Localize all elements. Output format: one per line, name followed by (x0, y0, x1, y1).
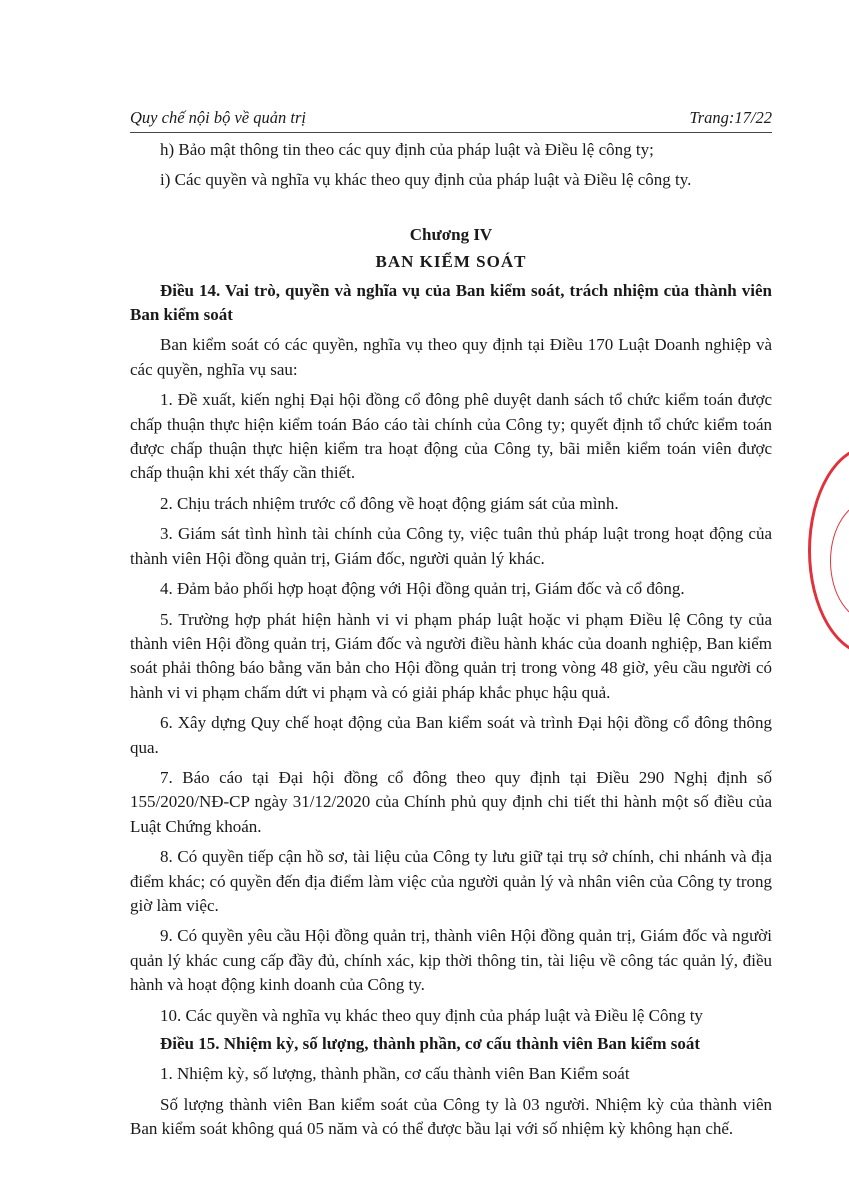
chapter-label: Chương IV (409, 224, 493, 244)
list-item: 9. Có quyền yêu cầu Hội đồng quản trị, thành viên Hội đồng quản trị, Giám đốc và người quản lý khác cung cấp đầy đủ, chính xác, kịp thời thông tin, tài liệu về công tác quản lý, điều hành và hoạt động kinh doanh của Công ty. (130, 926, 772, 995)
list-item: 1. Nhiệm kỳ, số lượng, thành phần, cơ cấu thành viên Ban Kiểm soát (160, 1064, 630, 1084)
list-item: h) Bảo mật thông tin theo các quy định của pháp luật và Điều lệ công ty; (160, 140, 654, 159)
article-14-intro: Ban kiểm soát có các quyền, nghĩa vụ theo quy định tại Điều 170 Luật Doanh nghiệp và các quyền, nghĩa vụ sau: (130, 335, 772, 379)
list-item: 5. Trường hợp phát hiện hành vi vi phạm pháp luật hoặc vi phạm Điều lệ Công ty của thành viên Hội đồng quản trị, Giám đốc và người điều hành khác của doanh nghiệp, Ban kiểm soát phải thông báo bằng văn bản cho Hội đồng quản trị trong vòng 48 giờ, yêu cầu người có hành vi vi phạm chấm dứt vi phạm và có giải pháp khắc phục hậu quả. (130, 609, 772, 702)
document-body (130, 138, 772, 1142)
chapter-title: BAN KIỂM SOÁT (375, 252, 527, 272)
page-header (130, 108, 772, 128)
list-item: 7. Báo cáo tại Đại hội đồng cổ đông theo quy định tại Điều 290 Nghị định số 155/2020/NĐ-CP ngày 31/12/2020 của Chính phủ quy định chi tiết thi hành một số điều của Luật Chứng khoán. (130, 767, 772, 836)
list-item: 6. Xây dựng Quy chế hoạt động của Ban kiểm soát và trình Đại hội đồng cổ đông thông qua. (130, 713, 772, 757)
list-item: 8. Có quyền tiếp cận hồ sơ, tài liệu của Công ty lưu giữ tại trụ sở chính, chi nhánh và địa điểm khác; có quyền đến địa điểm làm việc của người quản lý và nhân viên của Công ty trong giờ làm việc. (130, 847, 772, 915)
article-15-heading: Điều 15. Nhiệm kỳ, số lượng, thành phần, cơ cấu thành viên Ban kiểm soát (160, 1034, 701, 1053)
list-item: i) Các quyền và nghĩa vụ khác theo quy định của pháp luật và Điều lệ công ty. (160, 170, 692, 190)
list-item: 3. Giám sát tình hình tài chính của Công ty, việc tuân thủ pháp luật trong hoạt động của thành viên Hội đồng quản trị, Giám đốc, người quản lý khác. (130, 524, 772, 568)
document-title: Quy chế nội bộ về quản trị (130, 108, 306, 127)
list-item: 2. Chịu trách nhiệm trước cổ đông về hoạt động giám sát của mình. (160, 493, 619, 513)
article-14-heading: Điều 14. Vai trò, quyền và nghĩa vụ của Ban kiểm soát, trách nhiệm của thành viên Ban kiểm soát (130, 280, 772, 325)
header-divider (130, 132, 772, 133)
article-15-paragraph: Số lượng thành viên Ban kiểm soát của Công ty là 03 người. Nhiệm kỳ của thành viên Ban kiểm soát không quá 05 năm và có thể được bầu lại với số nhiệm kỳ không hạn chế. (130, 1094, 772, 1139)
list-item: 10. Các quyền và nghĩa vụ khác theo quy định của pháp luật và Điều lệ Công ty (160, 1005, 703, 1025)
list-item: 4. Đảm bảo phối hợp hoạt động với Hội đồng quản trị, Giám đốc và cổ đông. (160, 579, 685, 599)
page-number: Trang:17/22 (689, 108, 772, 127)
list-item: 1. Đề xuất, kiến nghị Đại hội đồng cổ đông phê duyệt danh sách tổ chức kiểm toán được chấp thuận thực hiện kiểm toán Báo cáo tài chính của Công ty; quyết định tổ chức kiểm toán được chấp thuận thực hiện kiểm tra hoạt động của Công ty, bãi miễn kiểm toán viên được chấp thuận khi xét thấy cần thiết. (130, 390, 772, 483)
